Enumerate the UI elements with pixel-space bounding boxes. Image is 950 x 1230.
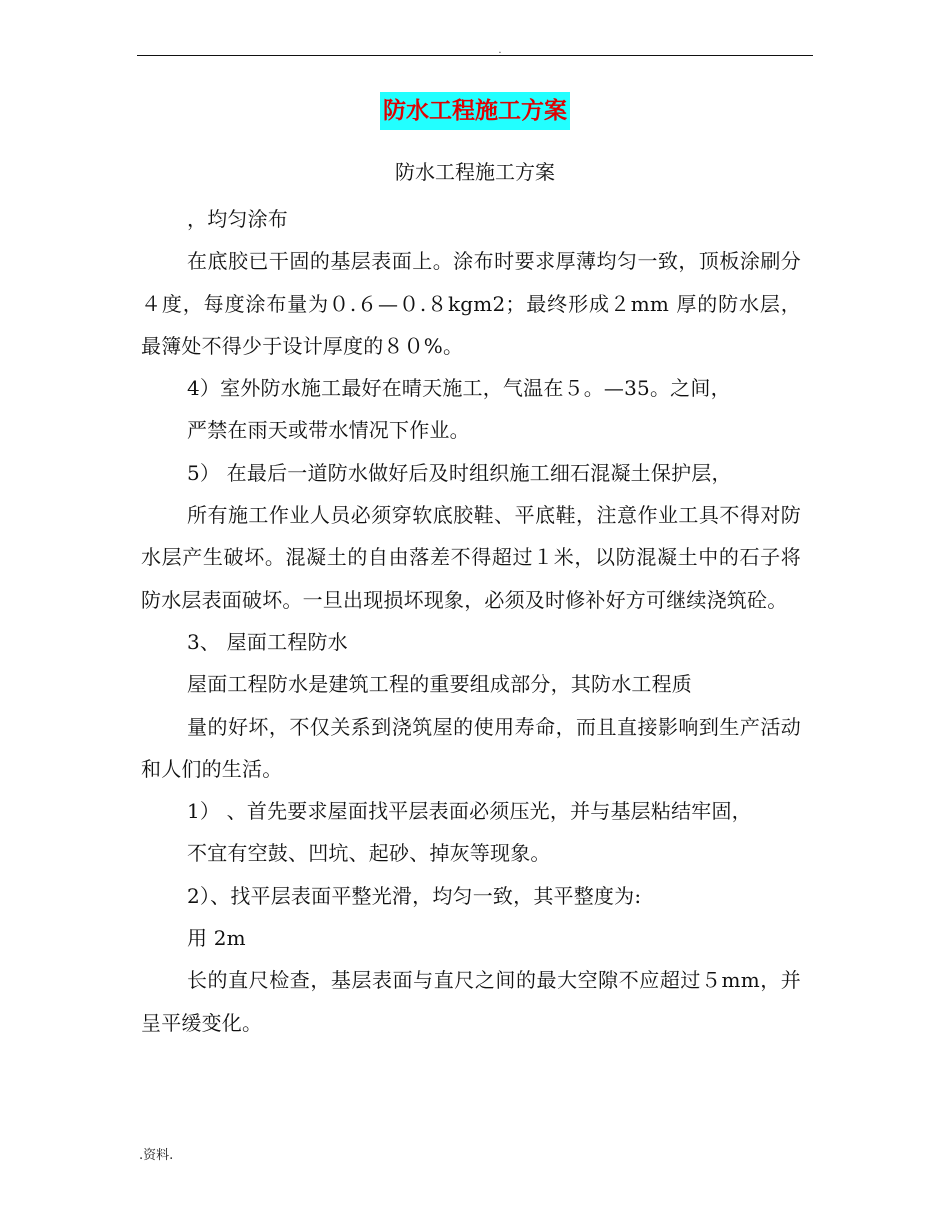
paragraph: 用 2m	[187, 926, 246, 951]
header-rule	[137, 55, 813, 56]
paragraph: 所有施工作业人员必须穿软底胶鞋、平底鞋，注意作业工具不得对防水层产生破坏。混凝土的自由落差不得超过１米，以防混凝土中的石子将防水层表面破坏。一旦出现损坏现象，必须及时修补好方可继续浇筑砼。	[141, 503, 801, 612]
highlighted-title: 防水工程施工方案	[380, 92, 570, 130]
paragraph: 5） 在最后一道防水做好后及时组织施工细石混凝土保护层，	[187, 460, 732, 485]
document-subtitle: 防水工程施工方案	[395, 160, 555, 184]
paragraph: ，均匀涂布	[187, 207, 288, 231]
paragraph: 量的好坏，不仅关系到浇筑屋的使用寿命，而且直接影响到生产活动和人们的生活。	[141, 714, 801, 781]
paragraph: 4）室外防水施工最好在晴天施工，气温在５。—35。之间，	[187, 376, 731, 401]
section-heading: 3、 屋面工程防水	[187, 629, 348, 654]
paragraph: 在底胶已干固的基层表面上。涂布时要求厚薄均匀一致，顶板涂刷分４度，每度涂布量为０.６—０.８kgm2；最终形成２mm 厚的防水层，最簿处不得少于设计厚度的８０%。	[141, 249, 801, 358]
document-title	[0, 92, 950, 130]
page-footer: .资料.	[139, 1148, 174, 1163]
paragraph: 长的直尺检查，基层表面与直尺之间的最大空隙不应超过５mm，并呈平缓变化。	[141, 968, 801, 1035]
paragraph: 严禁在雨天或带水情况下作业。	[187, 418, 470, 443]
paragraph: 屋面工程防水是建筑工程的重要组成部分，其防水工程质	[187, 672, 692, 697]
paragraph: 不宜有空鼓、凹坑、起砂、掉灰等现象。	[187, 841, 551, 866]
header-dot: .	[498, 45, 502, 56]
document-body	[141, 198, 801, 1044]
paragraph: 1） 、首先要求屋面找平层表面必须压光，并与基层粘结牢固，	[187, 799, 752, 824]
paragraph: 2）、找平层表面平整光滑，均匀一致，其平整度为:	[187, 883, 642, 908]
